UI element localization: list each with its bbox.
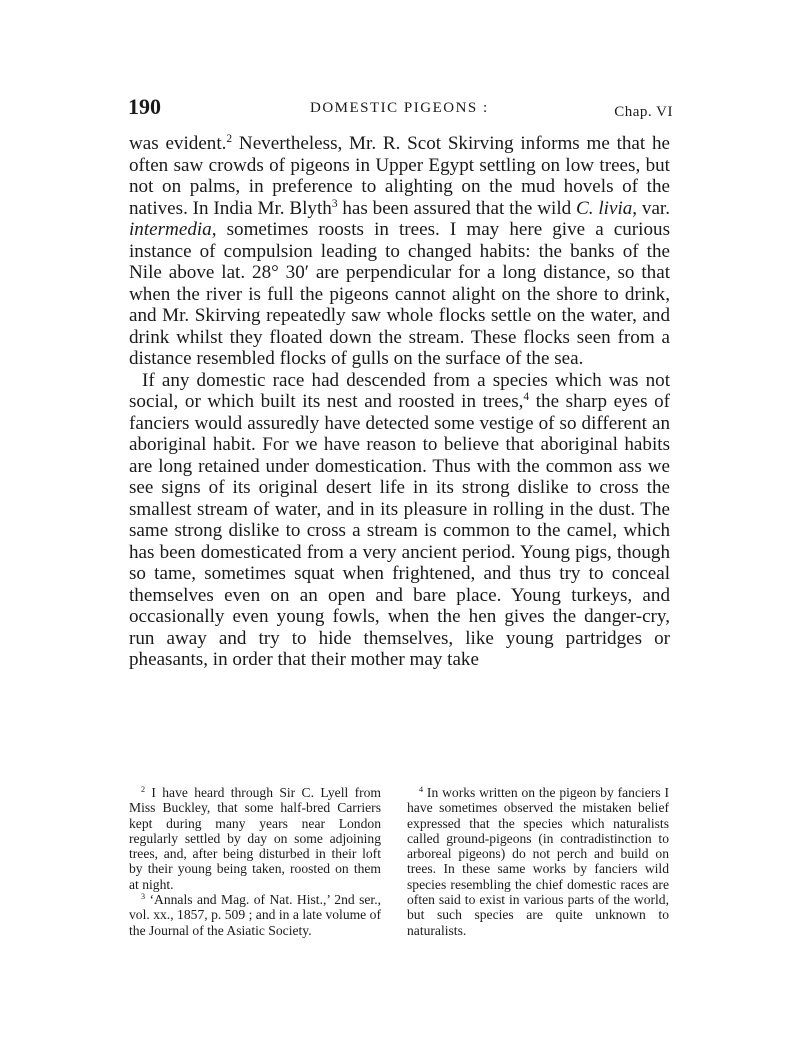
footnote-text: ‘Annals and Mag. of Nat. Hist.,’ 2nd ser., vol. xx., 1857, p. 509 ; and in a late volume of the Journal of the Asiatic Society. (129, 892, 381, 938)
footnote-mark: 3 (141, 892, 146, 902)
species-name: C. livia (576, 197, 633, 219)
paragraph-2 (129, 370, 670, 671)
text-run: was evident. (129, 133, 227, 154)
footnote-ref-3: 3 (331, 197, 338, 210)
variety-name: intermedia (129, 219, 212, 240)
text-run: has been assured that the wild (337, 197, 577, 219)
text-run: If any domestic race had descended from a species which was not social, or which built its nest and roosted in trees, (129, 369, 670, 412)
body-text (129, 133, 670, 671)
paragraph-1 (129, 133, 670, 370)
footnote-ref-2: 2 (226, 133, 233, 146)
text-run: , var. (632, 197, 670, 219)
footnote-column-right (407, 785, 669, 938)
page-number: 190 (128, 94, 161, 119)
running-title: DOMESTIC PIGEONS : (310, 100, 489, 116)
footnote-2 (129, 785, 381, 892)
footnote-ref-4: 4 (523, 391, 530, 404)
footnote-text: In works written on the pigeon by fanciers I have sometimes observed the mistaken belief expressed that the species which naturalists called ground-pigeons (in contradistinction to arboreal pigeons) do not perch and build on trees. In these same works by fanciers wild species resembling the chief domestic races are often said to exist in various parts of the world, but such species are quite unknown to naturalists. (407, 785, 669, 938)
footnote-4 (407, 785, 669, 938)
footnote-3 (129, 892, 381, 938)
footnote-column-left (129, 785, 381, 938)
running-head (128, 94, 673, 124)
chapter-label: Chap. VI (614, 104, 673, 120)
text-run: , sometimes roosts in trees. I may here give a curious instance of compulsion leading to changed habits: the banks of the Nile above lat. 28° 30′ are perpendicular for a long distance, so that when the river is full the pigeons cannot alight on the shore to drink, and Mr. Skirving repeatedly saw whole flocks settle on the water, and drink whilst they floated down the stream. These flocks seen from a distance resembled flocks of gulls on the surface of the sea. (129, 219, 670, 369)
footnote-text: I have heard through Sir C. Lyell from Miss Buckley, that some half-bred Carriers kept during many years near London regularly settled by day on some adjoining trees, and, after being disturbed in their loft by their young being taken, roosted on them at night. (129, 785, 381, 892)
footnote-mark: 4 (419, 785, 424, 795)
text-run: the sharp eyes of fanciers would assuredly have detected some vestige of so different an aboriginal habit. For we have reason to believe that aboriginal habits are long retained under domestication. Thus with the common ass we see signs of its original desert life in its strong dislike to cross the smallest stream of water, and in its pleasure in rolling in the dust. The same strong dislike to cross a stream is common to the camel, which has been domesticated from a very ancient period. Young pigs, though so tame, sometimes squat when frightened, and thus try to conceal themselves even on an open and bare place. Young turkeys, and occasionally even young fowls, when the hen gives the danger-cry, run away and try to hide themselves, like young partridges or pheasants, in order that their mother may take (129, 391, 670, 670)
footnote-mark: 2 (141, 785, 146, 795)
text-run: Nevertheless, Mr. R. Scot Skirving informs me that he often saw crowds of pigeons in Upper Egypt settling on low trees, but not on palms, in preference to alighting on the mud hovels of the natives. In India Mr. Blyth (129, 133, 670, 219)
